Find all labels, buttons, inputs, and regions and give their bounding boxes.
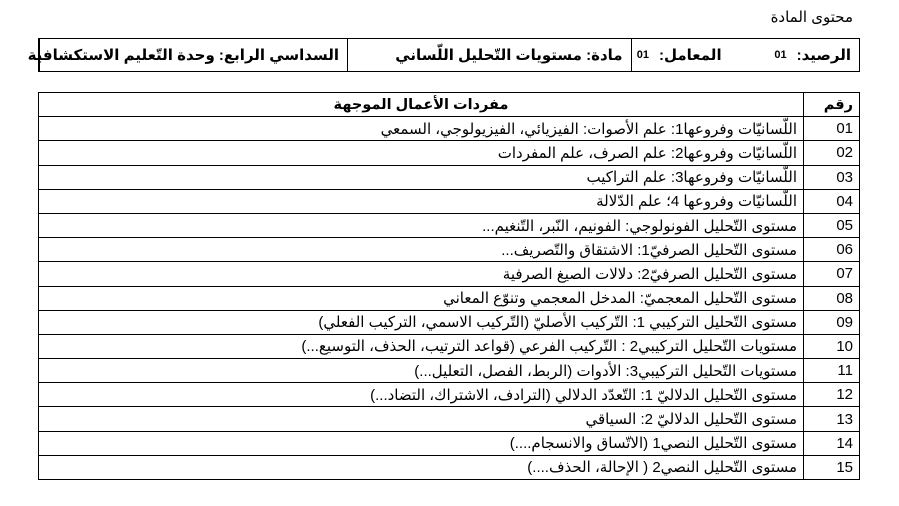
table-row (39, 407, 860, 431)
row-topic: مستويات التّحليل التركيبي2 : التّركيب الفرعي (قواعد الترتيب، الحذف، التوسيع...) (39, 334, 804, 358)
row-topic: مستويات التّحليل التركيبي3: الأدوات (الربط، الفصل، التعليل...) (39, 359, 804, 383)
row-number: 03 (804, 165, 860, 189)
credit-label: الرصيد: (796, 47, 851, 64)
row-number: 09 (804, 310, 860, 334)
course-content-table (38, 92, 860, 480)
coefficient-cell (631, 39, 730, 71)
row-number: 14 (804, 431, 860, 455)
table-body (39, 117, 860, 480)
row-topic: مستوى التّحليل الدلاليّ 2: السياقي (39, 407, 804, 431)
row-topic: مستوى التّحليل الدلاليّ 1: التّعدّد الدلالي (الترادف، الاشتراك، التضاد...) (39, 383, 804, 407)
row-topic: مستوى التّحليل التركيبي 1: التّركيب الأصليّ (التّركيب الاسمي، التركيب الفعلي) (39, 310, 804, 334)
row-number: 11 (804, 359, 860, 383)
table-row (39, 117, 860, 141)
table-row (39, 141, 860, 165)
row-topic: مستوى التّحليل النصي1 (الاتّساق والانسجام....) (39, 431, 804, 455)
semester-unit-cell (27, 39, 347, 71)
credit-value: 01 (774, 49, 787, 61)
row-topic: اللّسانيّات وفروعها2: علم الصرف، علم المفردات (39, 141, 804, 165)
semester-unit-label: السداسي الرابع: وحدة التّعليم الاستكشافية (27, 47, 339, 64)
row-number: 06 (804, 238, 860, 262)
table-row (39, 262, 860, 286)
number-column-header: رقم (804, 93, 860, 117)
table-row (39, 334, 860, 358)
table-row (39, 213, 860, 237)
subject-cell (347, 39, 631, 71)
row-number: 13 (804, 407, 860, 431)
row-topic: اللّسانيّات وفروعها 4؛ علم الدّلالة (39, 189, 804, 213)
subject-label: مادة: مستويات التّحليل اللّساني (395, 47, 623, 64)
row-topic: مستوى التّحليل الصرفيّ2: دلالات الصيغ الصرفية (39, 262, 804, 286)
row-topic: مستوى التّحليل النصي2 ( الإحالة، الحذف....) (39, 455, 804, 479)
table-header-row (39, 93, 860, 117)
row-number: 08 (804, 286, 860, 310)
row-number: 04 (804, 189, 860, 213)
row-number: 02 (804, 141, 860, 165)
table-row (39, 286, 860, 310)
table-row (39, 165, 860, 189)
row-number: 12 (804, 383, 860, 407)
page-title: محتوى المادة (770, 9, 853, 26)
table-row (39, 383, 860, 407)
table-row (39, 455, 860, 479)
table-row (39, 431, 860, 455)
row-number: 01 (804, 117, 860, 141)
row-topic: اللّسانيّات وفروعها3: علم التراكيب (39, 165, 804, 189)
row-topic: مستوى التّحليل الصرفيّ1: الاشتقاق والتّصريف... (39, 238, 804, 262)
coefficient-label: المعامل: (658, 47, 722, 64)
row-number: 07 (804, 262, 860, 286)
row-number: 15 (804, 455, 860, 479)
row-topic: مستوى التّحليل الفونولوجي: الفونيم، النّبر، التّنغيم... (39, 213, 804, 237)
row-topic: اللّسانيّات وفروعها1: علم الأصوات: الفيزيائي، الفيزيولوجي، السمعي (39, 117, 804, 141)
row-number: 10 (804, 334, 860, 358)
table-row (39, 310, 860, 334)
row-number: 05 (804, 213, 860, 237)
subject-info-box (27, 38, 860, 72)
title-column-header: مفردات الأعمال الموجهة (39, 93, 804, 117)
table-row (39, 359, 860, 383)
table-row (39, 238, 860, 262)
table-row (39, 189, 860, 213)
coefficient-value: 01 (636, 49, 649, 61)
credit-cell (730, 39, 859, 71)
row-topic: مستوى التّحليل المعجميّ: المدخل المعجمي وتنوّع المعاني (39, 286, 804, 310)
